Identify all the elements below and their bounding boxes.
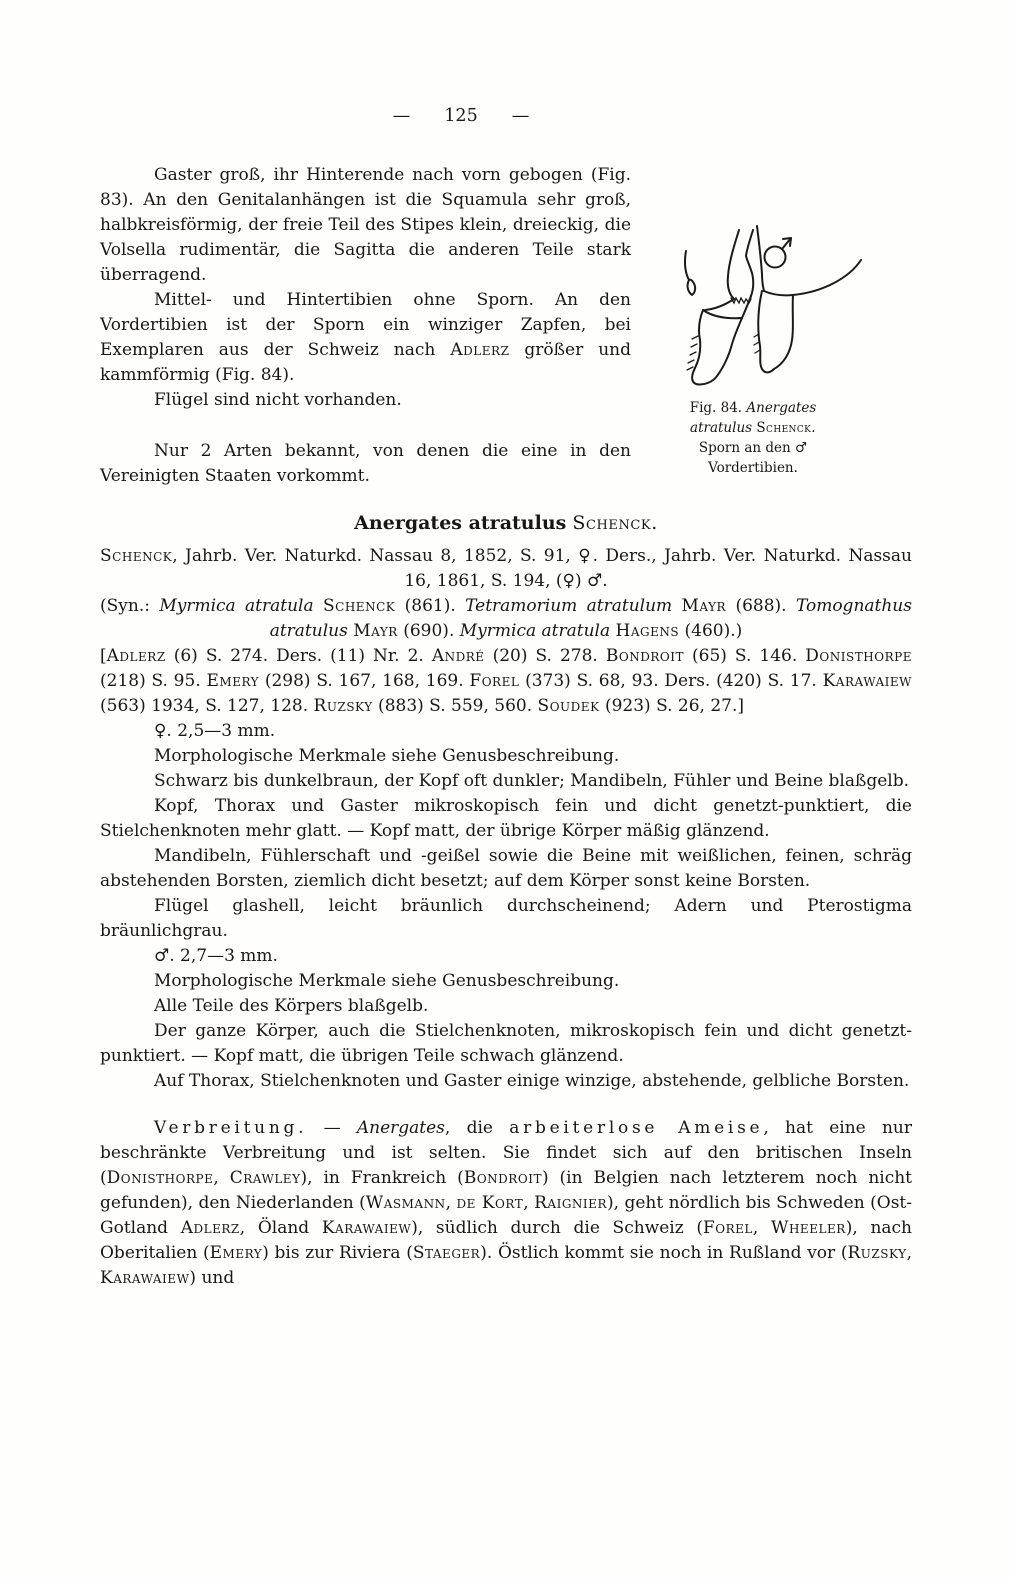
- text-segment: Myrmica atratula: [459, 621, 611, 641]
- header-dash-right: —: [511, 106, 530, 126]
- text-segment: Anergates: [356, 1118, 445, 1138]
- text-segment: Emery: [206, 671, 260, 691]
- text-segment: ,: [445, 1193, 457, 1213]
- text-segment: ), in Frankreich (: [300, 1168, 464, 1188]
- paragraph-fluegel-fehlen: Flügel sind nicht vorhanden.: [154, 390, 402, 410]
- text-segment: Sporn an den ♂ Vordertibien.: [698, 440, 808, 476]
- paragraph-gaster: Gaster groß, ihr Hinterende nach vorn gebogen (Fig. 83). An den Genitalanhängen ist die Squamula sehr groß, halbkreisförmig, der freie Teil des Stipes klein, dreieckig, die Volsella rudimentär, die Sagitta die anderen Teile stark überragend.: [100, 165, 631, 285]
- text-segment: Myrmica atratula: [159, 596, 314, 616]
- measurement-female: ♀. 2,5—3 mm.: [154, 721, 276, 741]
- text-segment: , die: [444, 1118, 510, 1138]
- paragraph-borsten-female: Mandibeln, Fühlerschaft und -geißel sowie die Beine mit weißlichen, feinen, schräg abstehenden Borsten, ziemlich dicht besetzt; auf dem Körper sonst keine Borsten.: [100, 846, 912, 891]
- figure-84-caption: [673, 398, 833, 478]
- text-segment: —: [307, 1118, 357, 1138]
- paragraph-borsten-male: Auf Thorax, Stielchenknoten und Gaster einige winzige, abstehende, gelbliche Borsten.: [154, 1071, 910, 1091]
- text-segment: (65) S. 146.: [684, 646, 806, 666]
- text-segment: (Syn.:: [100, 596, 160, 616]
- text-segment: Donisthorpe: [106, 1168, 214, 1188]
- reference-schenck: [100, 544, 912, 594]
- text-segment: Forel: [702, 1218, 753, 1238]
- text-segment: (861).: [395, 596, 466, 616]
- text-segment: Donisthorpe: [805, 646, 912, 666]
- text-segment: (688).: [726, 596, 796, 616]
- text-segment: Bondroit: [605, 646, 684, 666]
- text-segment: Adlerz: [180, 1218, 240, 1238]
- text-segment: de Kort: [456, 1193, 524, 1213]
- measurement-male: ♂. 2,7—3 mm.: [154, 946, 278, 966]
- text-segment: Tomognathus atratulus: [269, 596, 912, 641]
- text-segment: [672, 596, 681, 616]
- text-segment: (20) S. 278.: [484, 646, 606, 666]
- text-segment: Bondroit: [463, 1168, 542, 1188]
- paragraph-arten: Nur 2 Arten bekannt, von denen die eine in den Vereinigten Staaten vorkommt.: [100, 441, 631, 486]
- fig84-tibia-drawing: [665, 218, 870, 388]
- paragraph-skulptur-male: Der ganze Körper, auch die Stielchenknoten, mikroskopisch fein und dicht genetzt-punktiert. — Kopf matt, die übrigen Teile schwach glänzend.: [100, 1021, 912, 1066]
- text-segment: (218) S. 95.: [100, 671, 207, 691]
- male-symbol-icon: [765, 238, 792, 268]
- text-segment: Karawaiew: [100, 1268, 190, 1288]
- text-segment: ,: [752, 1218, 771, 1238]
- text-segment: (6) S. 274. Ders. (11) Nr. 2.: [165, 646, 432, 666]
- page-number: 125: [444, 106, 478, 126]
- paragraph-morphologie-male: Morphologische Merkmale siehe Genusbeschreibung.: [154, 971, 620, 991]
- text-segment: Adlerz: [106, 646, 166, 666]
- text-segment: (563) 1934, S. 127, 128.: [100, 696, 314, 716]
- text-segment: , Jahrb. Ver. Naturkd. Nassau 8, 1852, S. 91, ♀. Ders., Jahrb. Ver. Naturkd. Nassau 16, 1861, S. 194, (♀) ♂.: [172, 546, 912, 591]
- text-segment: ,: [213, 1168, 230, 1188]
- text-segment: größer und kammförmig (Fig. 84).: [100, 340, 632, 385]
- text-segment: Tetramorium atratulum: [465, 596, 673, 616]
- text-segment: Anergates atratulus: [690, 400, 817, 436]
- text-segment: ) bis zur Riviera (: [262, 1243, 413, 1263]
- text-segment: ), nach Oberitalien (: [100, 1218, 912, 1263]
- paragraph-morphologie-female: Morphologische Merkmale siehe Genusbeschreibung.: [154, 746, 620, 766]
- page-header: [55, 104, 867, 129]
- text-segment: Anergates atratulus: [354, 512, 567, 534]
- text-segment: Wheeler: [770, 1218, 846, 1238]
- synonymy-block: [100, 594, 912, 644]
- text-segment: ,: [523, 1193, 535, 1213]
- paragraph-faerbung-male: Alle Teile des Körpers blaßgelb.: [154, 996, 429, 1016]
- text-segment: (373) S. 68, 93. Ders. (420) S. 17.: [519, 671, 823, 691]
- text-segment: Schenck: [322, 596, 396, 616]
- text-segment: Karawaiew: [822, 671, 912, 691]
- text-segment: Schenck.: [756, 420, 816, 436]
- text-segment: Karawaiew: [321, 1218, 412, 1238]
- text-segment: Hagens: [615, 621, 680, 641]
- header-dash-left: —: [392, 106, 411, 126]
- text-segment: Mittel- und Hintertibien ohne Sporn. An den Vordertibien ist der Sporn ein winziger Zapfen, bei Exemplaren aus der Schweiz nach: [100, 290, 631, 360]
- text-segment: Staeger: [412, 1243, 481, 1263]
- figure-84: [647, 218, 912, 478]
- literature-block: [100, 644, 912, 719]
- text-segment: (690).: [397, 621, 460, 641]
- paragraph-faerbung-female: Schwarz bis dunkelbraun, der Kopf oft dunkler; Mandibeln, Fühler und Beine blaßgelb.: [154, 771, 910, 791]
- text-segment: , hat eine nur beschränkte Verbreitung und ist selten. Sie findet sich auf den britischen Inseln (: [100, 1118, 913, 1188]
- text-segment: ) (in Belgien nach letzterem noch nicht gefunden), den Niederlanden (: [100, 1168, 913, 1213]
- text-segment: (298) S. 167, 168, 169.: [259, 671, 470, 691]
- text-segment: Raignier: [534, 1193, 607, 1213]
- text-segment: Fig. 84.: [689, 400, 747, 416]
- text-segment: [314, 596, 323, 616]
- text-segment: Wasmann: [365, 1193, 446, 1213]
- text-segment: (883) S. 559, 560.: [372, 696, 538, 716]
- paragraph-verbreitung: [100, 1116, 912, 1291]
- text-segment: Ruzsky: [847, 1243, 907, 1263]
- text-segment: ,: [906, 1243, 912, 1263]
- species-heading: [100, 511, 912, 536]
- text-segment: Forel: [469, 671, 520, 691]
- text-segment: ) und: [189, 1268, 235, 1288]
- text-segment: (923) S. 26, 27.]: [599, 696, 745, 716]
- text-segment: (460).): [679, 621, 743, 641]
- text-segment: Crawley: [229, 1168, 301, 1188]
- page-content: [100, 163, 912, 1291]
- left-tibia-drawing: [685, 230, 753, 385]
- text-segment: Ruzsky: [313, 696, 373, 716]
- paragraph-fluegel-female: Flügel glashell, leicht bräunlich durchscheinend; Adern und Pterostigma bräunlichgrau.: [100, 896, 912, 941]
- text-segment: ). Östlich kommt sie noch in Rußland vor (: [480, 1243, 848, 1263]
- text-segment: Emery: [209, 1243, 263, 1263]
- text-segment: Mayr: [353, 621, 398, 641]
- text-segment: Soudek: [537, 696, 600, 716]
- text-segment: Schenck.: [572, 512, 658, 534]
- text-segment: Mayr: [681, 596, 727, 616]
- text-segment: [: [100, 646, 107, 666]
- text-segment: André: [431, 646, 485, 666]
- text-segment: Verbreitung.: [154, 1118, 308, 1138]
- text-segment: , Öland: [239, 1218, 322, 1238]
- text-segment: ), südlich durch die Schweiz (: [411, 1218, 703, 1238]
- text-segment: arbeiterlose Ameise: [509, 1118, 764, 1138]
- paragraph-skulptur-female: Kopf, Thorax und Gaster mikroskopisch fein und dicht genetzt-punktiert, die Stielchenknoten mehr glatt. — Kopf matt, der übrige Körper mäßig glänzend.: [100, 796, 912, 841]
- text-segment: ), geht nördlich bis Schweden (Ost-Gotland: [100, 1193, 912, 1238]
- text-segment: Schenck: [100, 546, 173, 566]
- text-segment: Adlerz: [450, 340, 510, 360]
